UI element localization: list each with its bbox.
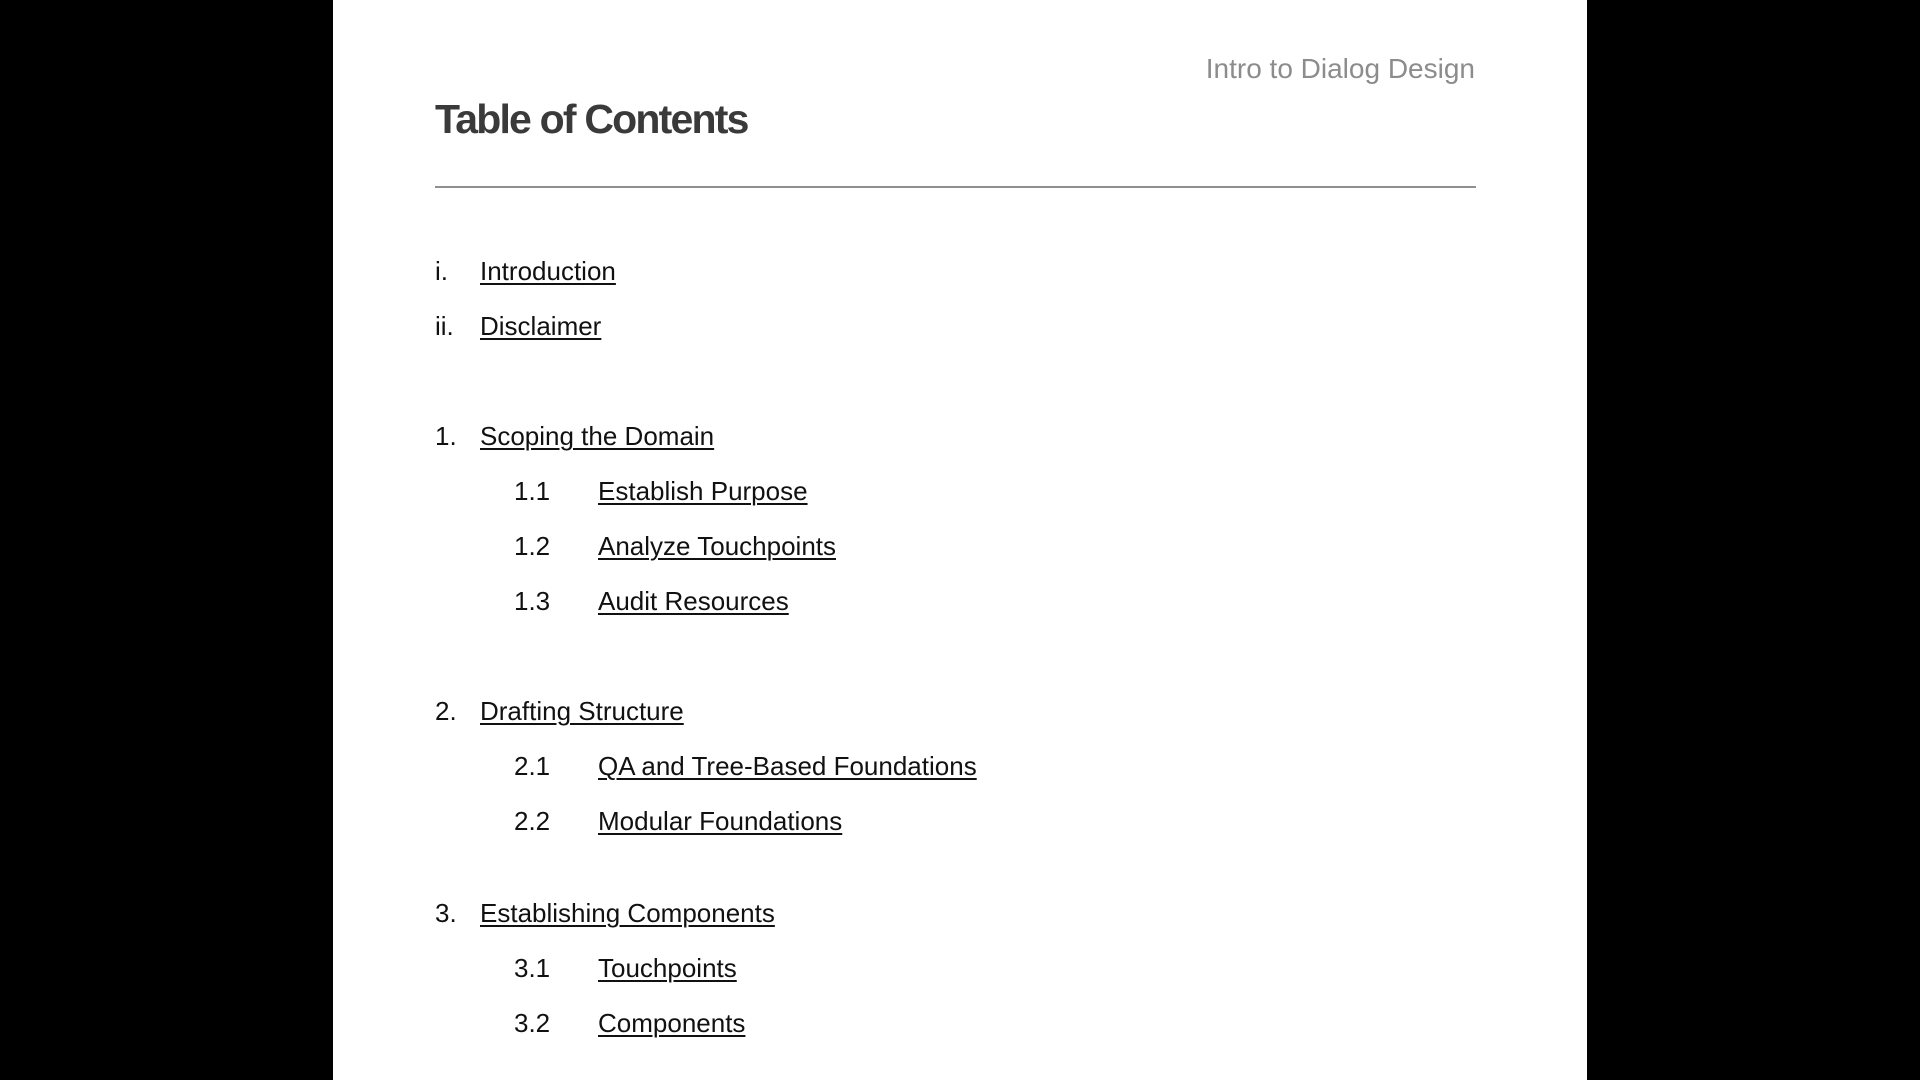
document-page: [333, 0, 1587, 1080]
toc-entry-section-2-2: [514, 806, 1414, 842]
title-divider: [435, 186, 1476, 188]
toc-link-drafting-structure[interactable]: Drafting Structure: [480, 696, 684, 726]
toc-entry-number: 1.2: [514, 531, 551, 561]
toc-entry-number: 3.2: [514, 1008, 551, 1038]
toc-link-audit-resources[interactable]: Audit Resources: [598, 586, 789, 616]
toc-entry-number: 2.: [435, 696, 457, 726]
toc-entry-section-1-1: [514, 476, 1414, 512]
document-header-title: Intro to Dialog Design: [1205, 53, 1475, 84]
toc-link-qa-and-tree-based-foundations[interactable]: QA and Tree-Based Foundations: [598, 751, 977, 781]
toc-link-touchpoints[interactable]: Touchpoints: [598, 953, 737, 983]
toc-entry-introduction: [435, 256, 1335, 292]
toc-entry-number: 1.: [435, 421, 457, 451]
toc-entry-number: 2.1: [514, 751, 551, 781]
toc-entry-section-1: [435, 421, 1335, 457]
toc-entry-section-3: [435, 898, 1335, 934]
toc-entry-disclaimer: [435, 311, 1335, 347]
toc-entry-number: 3.: [435, 898, 457, 928]
toc-link-scoping-the-domain[interactable]: Scoping the Domain: [480, 421, 715, 451]
page-title: Table of Contents: [435, 96, 748, 142]
toc-entry-section-2-1: [514, 751, 1414, 787]
toc-link-establish-purpose[interactable]: Establish Purpose: [598, 476, 808, 506]
toc-link-establishing-components[interactable]: Establishing Components: [480, 898, 775, 928]
toc-entry-number: ii.: [435, 311, 454, 341]
toc-entry-number: 3.1: [514, 953, 551, 983]
toc-link-modular-foundations[interactable]: Modular Foundations: [598, 806, 843, 836]
toc-entry-number: 1.3: [514, 586, 551, 616]
toc-link-components[interactable]: Components: [598, 1008, 746, 1038]
toc-link-disclaimer[interactable]: Disclaimer: [480, 311, 602, 341]
toc-link-introduction[interactable]: Introduction: [480, 256, 616, 286]
toc-entry-number: i.: [435, 256, 448, 286]
toc-entry-section-1-3: [514, 586, 1414, 622]
toc-entry-section-1-2: [514, 531, 1414, 567]
toc-entry-number: 1.1: [514, 476, 551, 506]
toc-entry-number: 2.2: [514, 806, 551, 836]
toc-link-analyze-touchpoints[interactable]: Analyze Touchpoints: [598, 531, 837, 561]
toc-entry-section-3-2: [514, 1008, 1414, 1044]
toc-entry-section-2: [435, 696, 1335, 732]
toc-entry-section-3-1: [514, 953, 1414, 989]
